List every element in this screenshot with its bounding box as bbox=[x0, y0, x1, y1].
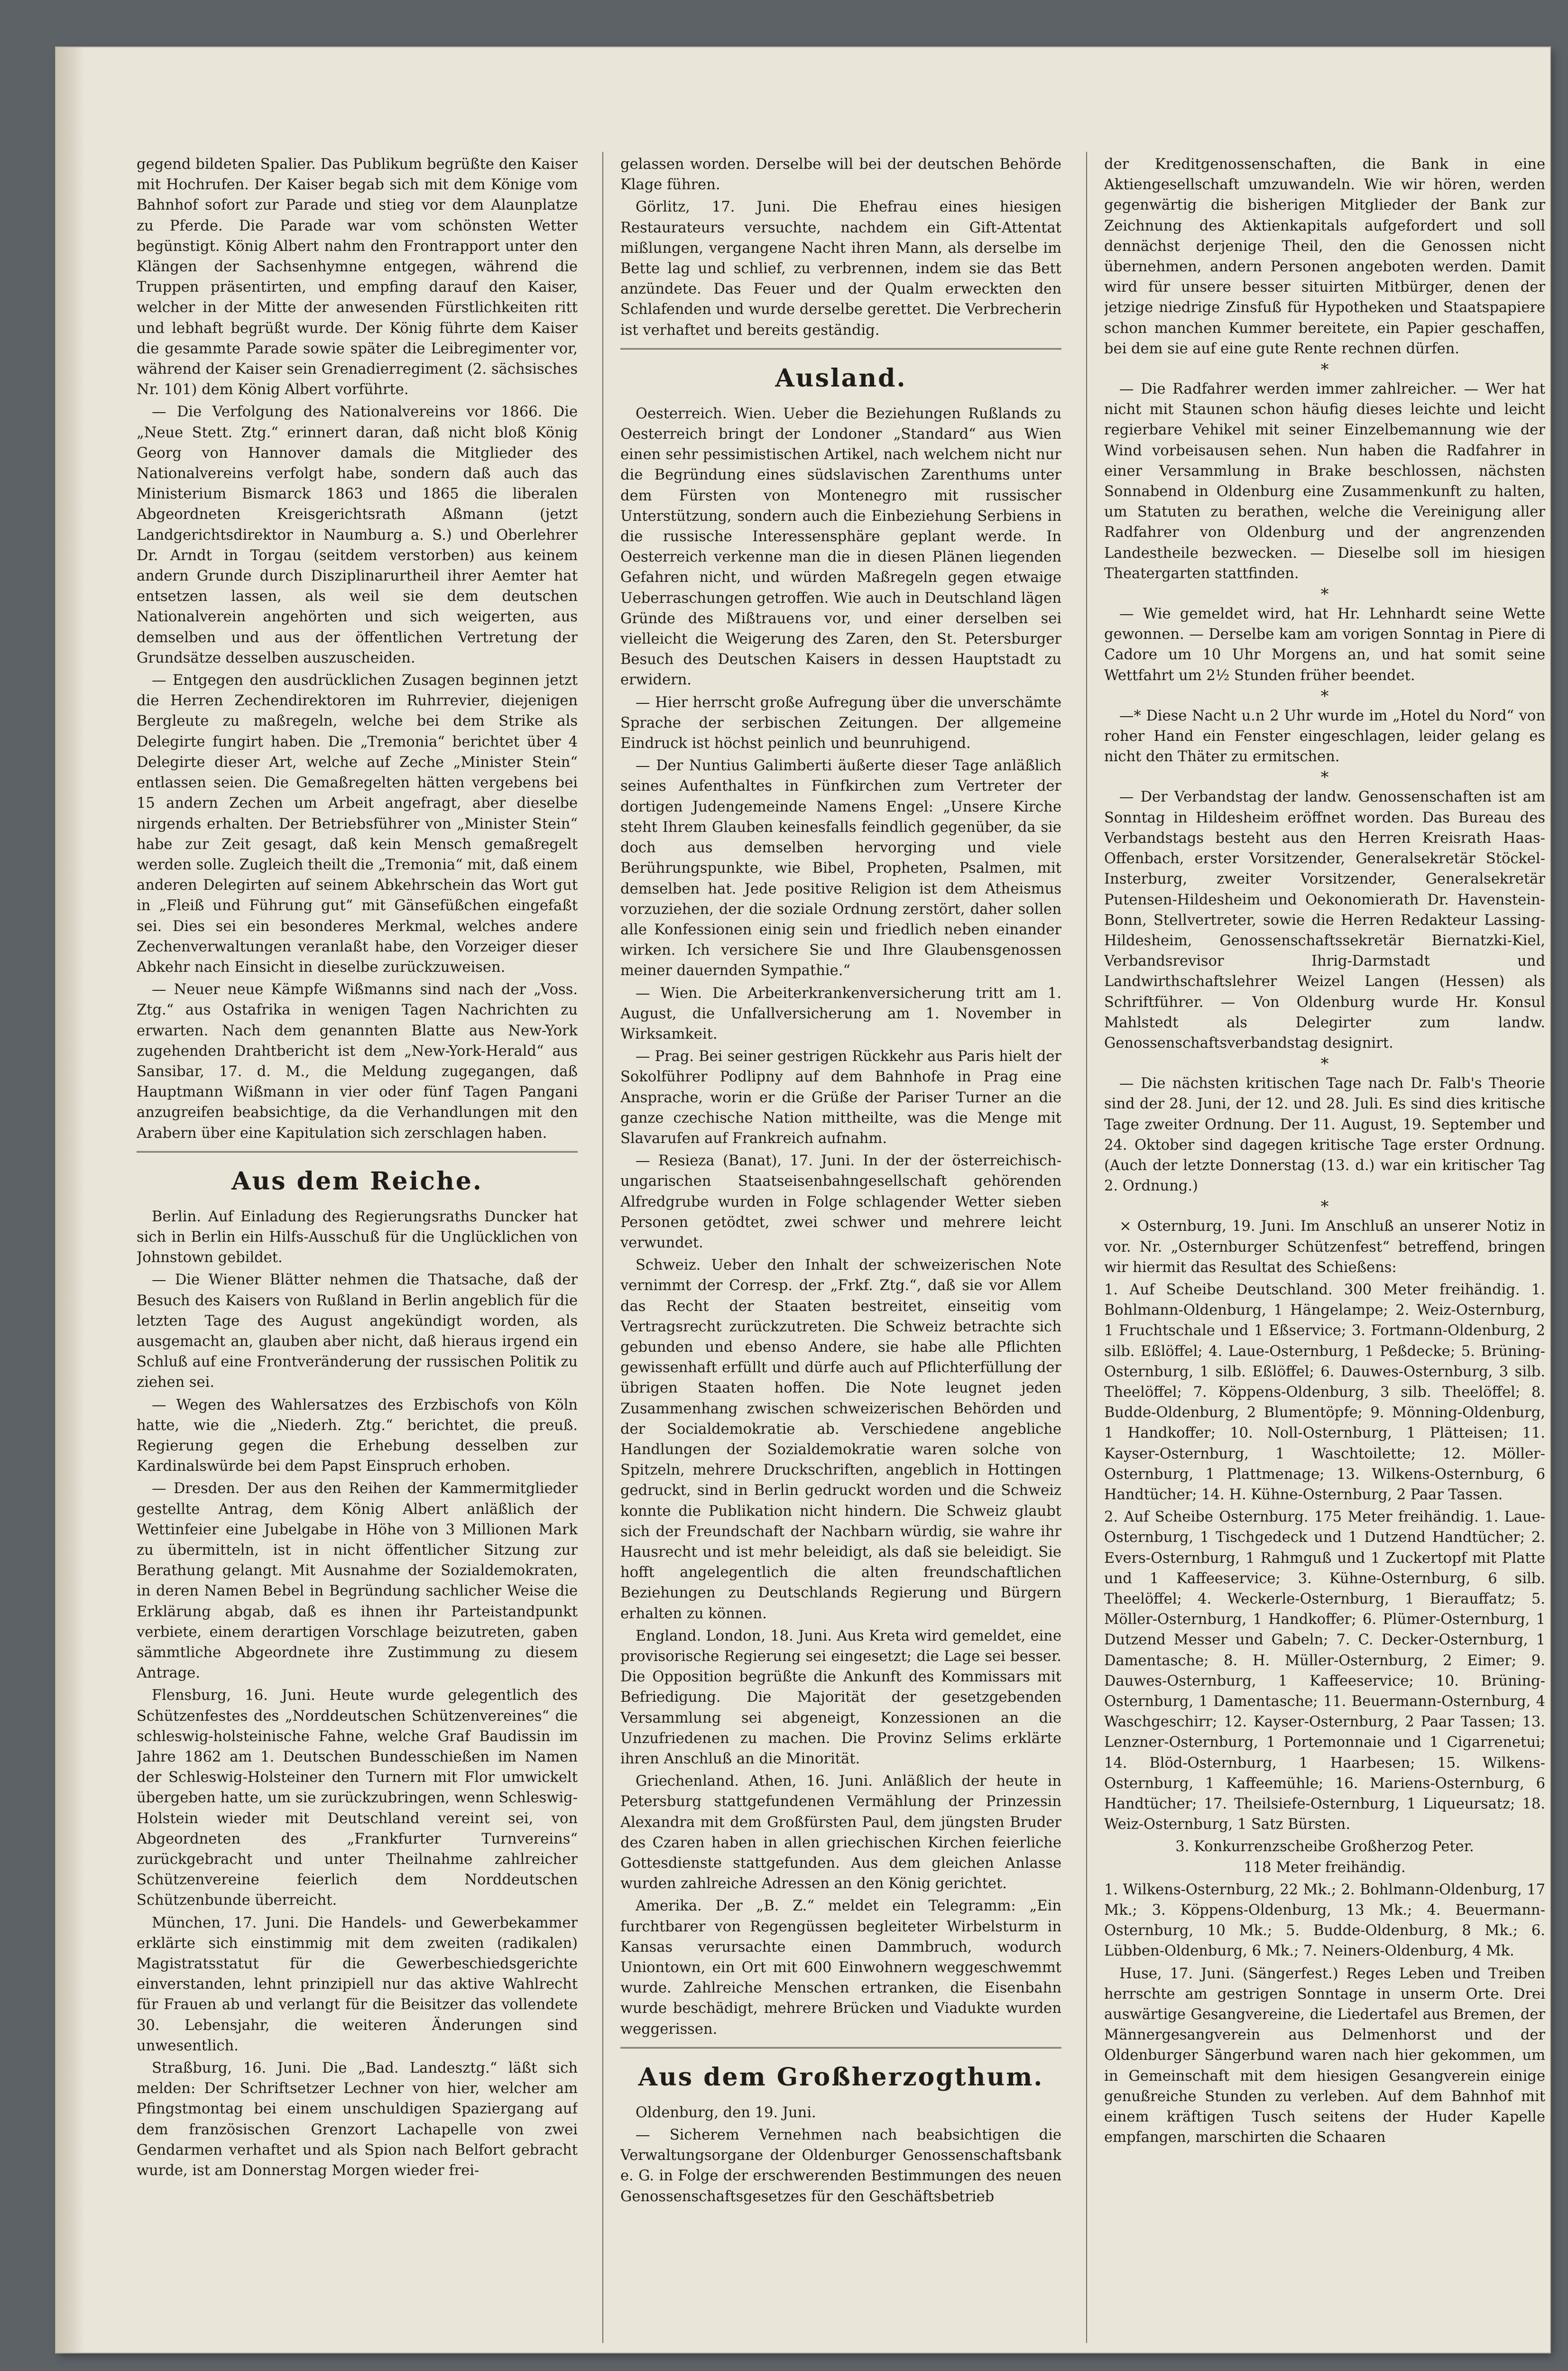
article-paragraph: — Wie gemeldet wird, hat Hr. Lehnhardt seine Wette gewonnen. — Derselbe kam am vorigen Sonntag in Piere di Cadore um 10 Uhr Morgens an, und hat somit seine Wettfahrt um 2½ Stunden früher beendet. bbox=[1104, 606, 1545, 684]
article-paragraph: Flensburg, 16. Juni. Heute wurde gelegentlich des Schützenfestes des „Norddeutschen Schützenvereines“ die schleswig-holsteinische Fahne, welche Graf Baudissin im Jahre 1862 am 1. Deutschen Bundesschießen im Namen der Schleswig-Holsteiner den Turnern mit Flor umwickelt übergeben hatte, um sie zurückzubringen, wenn Schleswig-Holstein wieder mit Deutschland vereint sei, von Abgeordneten des „Frankfurter Turnvereins“ zurückgebracht und unter Theilnahme zahlreicher Schützenvereine feierlich dem Norddeutschen Schützenbunde überreicht. bbox=[137, 1687, 578, 1909]
article-paragraph: — Die Verfolgung des Nationalvereins vor 1866. Die „Neue Stett. Ztg.“ erinnert daran, daß nicht bloß König Georg von Hannover damals die Mitglieder des Nationalvereins verfolgt habe, sondern daß auch das Ministerium Bismarck 1863 und 1865 die liberalen Abgeordneten Kreisgerichtsrath Aßmann (jetzt Landgerichtsdirektor in Naumburg a. S.) und Oberlehrer Dr. Arndt in Torgau (seitdem verstorben) aus keinem andern Grunde durch Disziplinarurtheil ihrer Aemter hat entsetzen lassen, als weil sie dem deutschen Nationalverein angehörten und sich weigerten, aus demselben und aus der öffentlichen Vertretung der Grundsätze desselben auszuscheiden. bbox=[137, 404, 578, 666]
section-rule bbox=[620, 348, 1061, 350]
article-paragraph: — Sicherem Vernehmen nach beabsichtigen die Verwaltungsorgane der Oldenburger Genossenschaftsbank e. G. in Folge der erschwerenden Bestimmungen des neuen Genossenschaftsgesetzes für den Geschäftsbetrieb bbox=[620, 2127, 1061, 2205]
article-paragraph: Straßburg, 16. Juni. Die „Bad. Landesztg.“ läßt sich melden: Der Schriftsetzer Lechner von hier, welcher am Pfingstmontag bei einem unschuldigen Spaziergang auf dem französischen Grenzort Lachapelle von zwei Gendarmen verhaftet und als Spion nach Belfort gebracht wurde, ist am Donnerstag Morgen wieder frei- bbox=[137, 2060, 578, 2179]
separator-asterisk: * bbox=[1320, 360, 1329, 379]
section-heading: Aus dem Reiche. bbox=[231, 1166, 483, 1196]
result-list: 1. Wilkens-Osternburg, 22 Mk.; 2. Bohlmann-Oldenburg, 17 Mk.; 3. Köppens-Oldenburg, 13 Mk.; 4. Beuermann-Osternburg, 10 Mk.; 5. Budde-Oldenburg, 8 Mk.; 6. Lübben-Oldenburg, 6 Mk.; 7. Neiners-Oldenburg, 4 Mk. bbox=[1104, 1881, 1545, 1960]
separator-asterisk: * bbox=[1320, 768, 1329, 787]
article-paragraph: Berlin. Auf Einladung des Regierungsraths Duncker hat sich in Berlin ein Hilfs-Ausschuß für die Unglücklichen von Johnstown gebildet. bbox=[137, 1208, 578, 1266]
article-paragraph: — Die Radfahrer werden immer zahlreicher. — Wer hat nicht mit Staunen schon häufig dieses leichte und leicht regierbare Vehikel mit seiner Einzelbemannung wie der Wind vorbeisausen sehen. Nun haben die Radfahrer in einer Versammlung in Brake beschlossen, nächsten Sonnabend in Oldenburg eine Zusammenkunft zu halten, um Statuten zu berathen, welche die Vereinigung aller Radfahrer von Oldenburg und der angrenzenden Landestheile bezwecken. — Dieselbe soll im hiesigen Theatergarten stattfinden. bbox=[1104, 381, 1545, 582]
newspaper-page bbox=[56, 47, 1550, 2353]
separator-asterisk: * bbox=[1320, 1054, 1329, 1074]
article-paragraph: — Der Nuntius Galimberti äußerte dieser Tage anläßlich seines Aufenthaltes in Fünfkirchen zum Vertreter der dortigen Judengemeinde Namens Engel: „Unsere Kirche steht Ihrem Glauben keinesfalls feindlich gegenüber, da sie doch aus demselben hervorging und viele Berührungspunkte, wie Bibel, Propheten, Psalmen, mit demselben hat. Jede positive Religion ist dem Atheismus vorzuziehen, der die soziale Ordnung zerstört, daher sollen alle Konfessionen einig sein und friedlich neben einander wirken. Ich versichere Sie und Ihre Glaubensgenossen meiner dauernden Sympathie.“ bbox=[620, 757, 1061, 979]
page-binding-edge bbox=[56, 47, 84, 2353]
article-paragraph: Griechenland. Athen, 16. Juni. Anläßlich der heute in Petersburg stattgefundenen Vermählung der Prinzessin Alexandra mit dem Großfürsten Paul, dem jüngsten Bruder des Czaren haben in allen griechischen Kirchen feierliche Gottesdienste stattgefunden. Aus dem gleichen Anlasse wurden zahlreiche Adressen an den König gerichtet. bbox=[620, 1773, 1061, 1892]
article-paragraph: Amerika. Der „B. Z.“ meldet ein Telegramm: „Ein furchtbarer von Regengüssen begleiteter Wirbelsturm in Kansas verursachte einen Dammbruch, wodurch Uniontown, ein Ort mit 600 Einwohnern weggeschwemmt wurde. Zahlreiche Menschen ertranken, die Eisenbahn wurde beschädigt, mehrere Brücken und Viadukte wurden weggerissen. bbox=[620, 1898, 1061, 2038]
separator-asterisk: * bbox=[1320, 686, 1329, 706]
article-paragraph: — Hier herrscht große Aufregung über die unverschämte Sprache der serbischen Zeitungen. Der allgemeine Eindruck ist höchst peinlich und beunruhigend. bbox=[620, 694, 1061, 752]
separator-asterisk: * bbox=[1320, 1197, 1329, 1217]
text-column-2 bbox=[620, 154, 1061, 2343]
section-rule bbox=[137, 1151, 578, 1153]
article-paragraph: — Resieza (Banat), 17. Juni. In der der österreichisch-ungarischen Staatseisenbahngesellschaft gehörenden Alfredgrube wurden in Folge schlagender Wetter sieben Personen getödtet, zwei schwer und mehrere leicht verwundet. bbox=[620, 1153, 1061, 1251]
article-paragraph: gegend bildeten Spalier. Das Publikum begrüßte den Kaiser mit Hochrufen. Der Kaiser begab sich mit dem Könige vom Bahnhof sofort zur Parade und stieg vor dem Alaunplatze zu Pferde. Die Parade war vom schönsten Wetter begünstigt. König Albert nahm den Frontrapport unter den Klängen der Sachsenhymne entgegen, während die Truppen präsentirten, und empfing darauf den Kaiser, welcher in der Mitte der anwesenden Fürstlichkeiten ritt und lebhaft begrüßt wurde. Der König führte dem Kaiser die gesammte Parade sowie später die Leibregimenter vor, während der Kaiser sein Grenadierregiment (2. sächsisches Nr. 101) dem König Albert vorführte. bbox=[137, 156, 578, 398]
article-paragraph: — Entgegen den ausdrücklichen Zusagen beginnen jetzt die Herren Zechendirektoren im Ruhrrevier, diejenigen Bergleute zu maßregeln, welche bei dem Strike als Delegirte fungirt haben. Die „Tremonia“ berichtet über 4 Delegirte dieser Art, welche auf Zeche „Minister Stein“ entlassen seien. Die Gemaßregelten hätten vergebens bei 15 andern Zechen um Arbeit angefragt, aber dieselbe nirgends erhalten. Der Betriebsführer von „Minister Stein“ habe zur Zeit gesagt, daß kein Mensch gemaßregelt werden solle. Zugleich theilt die „Tremonia“ mit, daß einem anderen Delegirten auf seinem Abkehrschein das Wort gut in „Fleiß und Führung gut“ mit Gänsefüßchen eingefaßt sei. Dies sei ein besonderes Merkmal, welches andere Zechenverwaltungen veranlaßt habe, den Vorzeiger dieser Abkehr nach Einsicht in dieselbe zurückzuweisen. bbox=[137, 672, 578, 976]
section-heading: Aus dem Großherzogthum. bbox=[638, 2062, 1044, 2092]
article-paragraph: — Die Wiener Blätter nehmen die Thatsache, daß der Besuch des Kaisers von Rußland in Berlin angeblich für die letzten Tage des August angekündigt worden, als ausgemacht an, glauben aber nicht, daß hieraus irgend ein Schluß auf eine Frontveränderung der russischen Politik zu ziehen sei. bbox=[137, 1272, 578, 1391]
list-subheading: 3. Konkurrenzscheibe Großherzog Peter. 118 Meter freihändig. bbox=[1175, 1838, 1474, 1876]
separator-asterisk: * bbox=[1320, 585, 1329, 604]
text-column-3 bbox=[1104, 154, 1545, 2343]
text-column-1 bbox=[137, 154, 578, 2343]
section-heading: Ausland. bbox=[775, 363, 907, 393]
article-paragraph: Görlitz, 17. Juni. Die Ehefrau eines hiesigen Restaurateurs versuchte, nachdem ein Gift-Attentat mißlungen, vergangene Nacht ihren Mann, als derselbe im Bette lag und schlief, zu verbrennen, indem sie das Bett anzündete. Das Feuer und der Qualm erweckten den Schlafenden und wurde derselbe gerettet. Die Verbrecherin ist verhaftet und bereits geständig. bbox=[620, 199, 1061, 339]
article-paragraph: — Neuer neue Kämpfe Wißmanns sind nach der „Voss. Ztg.“ aus Ostafrika in wenigen Tagen Nachrichten zu erwarten. Nach dem genannten Blatte aus New-York zugehenden Drahtbericht ist dem „New-York-Herald“ aus Sansibar, 17. d. M., die Meldung zugegangen, daß Hauptmann Wißmann in vier oder fünf Tagen Pangani anzugreifen beabsichtige, da die Verhandlungen mit den Arabern über eine Kapitulation sich zerschlagen haben. bbox=[137, 981, 578, 1142]
article-paragraph: — Wien. Die Arbeiterkrankenversicherung tritt am 1. August, die Unfallversicherung am 1. November in Wirksamkeit. bbox=[620, 985, 1061, 1043]
result-list: 1. Auf Scheibe Deutschland. 300 Meter freihändig. 1. Bohlmann-Oldenburg, 1 Hängelampe; 2. Weiz-Osternburg, 1 Fruchtschale und 1 Eßservice; 3. Fortmann-Oldenburg, 2 silb. Eßlöffel; 4. Laue-Osternburg, 1 Peßdecke; 5. Brüning-Osternburg, 1 silb. Eßlöffel; 6. Dauwes-Osternburg, 3 silb. Theelöffel; 7. Köppens-Oldenburg, 3 silb. Theelöffel; 8. Budde-Oldenburg, 2 Blumentöpfe; 9. Mönning-Oldenburg, 1 Handkoffer; 10. Noll-Osternburg, 1 Plätteisen; 11. Kayser-Osternburg, 1 Waschtoilette; 12. Möller-Osternburg, 1 Plattmenage; 13. Wilkens-Osternburg, 6 Handtücher; 14. H. Kühne-Osternburg, 2 Paar Tassen. bbox=[1104, 1281, 1545, 1503]
article-paragraph: — Prag. Bei seiner gestrigen Rückkehr aus Paris hielt der Sokolführer Podlipny auf dem Bahnhofe in Prag eine Ansprache, worin er die Grüße der Pariser Turner an die ganze czechische Nation mittheilte, was die Menge mit Slavarufen auf Frankreich aufnahm. bbox=[620, 1048, 1061, 1147]
article-paragraph: München, 17. Juni. Die Handels- und Gewerbekammer erklärte sich einstimmig mit dem zweiten (radikalen) Magistratsstatut für die Gewerbeschiedsgerichte einverstanden, lehnt prinzipiell nur das aktive Wahlrecht für Frauen ab und verlangt für die Beisitzer das vollendete 30. Lebensjahr, die weiteren Änderungen sind unwesentlich. bbox=[137, 1914, 578, 2054]
column-rule bbox=[1086, 152, 1087, 2343]
article-paragraph: Oesterreich. Wien. Ueber die Beziehungen Rußlands zu Oesterreich bringt der Londoner „Standard“ aus Wien einen sehr pessimistischen Artikel, nach welchem nicht nur die Begründung eines südslavischen Zarenthums unter dem Fürsten von Montenegro mit russischer Unterstützung, sondern auch die Einbeziehung Serbiens in die russische Interessensphäre geplant werde. In Oesterreich verkenne man die in diesen Plänen liegenden Gefahren nicht, und würden Maßregeln gegen etwaige Ueberraschungen getroffen. Wie auch in Deutschland lägen Gründe des Mißtrauens vor, und einer derselben sei vielleicht die Weigerung des Zaren, den St. Petersburger Besuch des Deutschen Kaisers in dessen Hauptstadt zu erwidern. bbox=[620, 405, 1061, 689]
article-paragraph: Huse, 17. Juni. (Sängerfest.) Reges Leben und Treiben herrschte am gestrigen Sonntage in unserm Orte. Drei auswärtige Gesangvereine, die Liedertafel aus Bremen, der Männergesangverein aus Delmenhorst und der Oldenburger Sängerbund waren nach hier gekommen, um in Gemeinschaft mit dem hiesigen Gesangverein einige genußreiche Stunden zu verleben. Auf dem Bahnhof mit einem kräftigen Tusch seitens der Huder Kapelle empfangen, marschirten die Schaaren bbox=[1104, 1965, 1545, 2146]
section-rule bbox=[620, 2047, 1061, 2048]
article-paragraph: × Osternburg, 19. Juni. Im Anschluß an unserer Notiz in vor. Nr. „Osternburger Schützenfest“ betreffend, bringen wir hiermit das Resultat des Schießens: bbox=[1104, 1218, 1545, 1276]
article-paragraph: —* Diese Nacht u.n 2 Uhr wurde im „Hotel du Nord“ von roher Hand ein Fenster eingeschlagen, leider gelang es nicht den Thäter zu ermitschen. bbox=[1104, 707, 1545, 766]
article-paragraph: Schweiz. Ueber den Inhalt der schweizerischen Note vernimmt der Corresp. der „Frkf. Ztg.“, daß sie vor Allem das Recht der Staaten bestreitet, einseitig vom Vertragsrecht zurückzutreten. Die Schweiz betrachte sich gebunden und ebenso Andere, sie habe alle Pflichten gewissenhaft erfüllt und dürfe auch auf Pflichterfüllung der übrigen Staaten hoffen. Die Note leugnet jeden Zusammenhang zwischen schweizerischen Behörden und der Socialdemokratie ab. Verschiedene angebliche Handlungen der Sozialdemokratie waren solche von Spitzeln, mehrere Druckschriften, angeblich in Hottingen gedruckt, sind in Berlin gedruckt worden und die Schweiz konnte die Publikation nicht hindern. Die Schweiz glaubt sich der Freundschaft der Nachbarn würdig, sie wahre ihr Hausrecht und ist mehr beleidigt, als daß sie beleidigt. Sie hofft angelegentlich die alten freundschaftlichen Beziehungen zu Deutschlands Regierung und Bürgern erhalten zu können. bbox=[620, 1257, 1061, 1622]
article-paragraph: Oldenburg, den 19. Juni. bbox=[636, 2104, 816, 2121]
article-paragraph: der Kreditgenossenschaften, die Bank in eine Aktiengesellschaft umzuwandeln. Wie wir hören, werden gegenwärtig die bisherigen Mitglieder der Bank zur Zeichnung des Aktienkapitals aufgefordert und soll dennächst derjenige Theil, den die Genossen nicht übernehmen, andern Personen angeboten werden. Damit wird für unsere besser situirten Mitbürger, denen der jetzige niedrige Zinsfuß für Hypotheken und Staatspapiere schon manchen Kummer bereitete, ein Papier geschaffen, bei dem sie auf eine gute Rente rechnen dürfen. bbox=[1104, 156, 1545, 357]
column-rule bbox=[602, 152, 603, 2343]
article-paragraph: — Die nächsten kritischen Tage nach Dr. Falb's Theorie sind der 28. Juni, der 12. und 28. Juli. Es sind dies kritische Tage zweiter Ordnung. Der 11. August, 19. September und 24. Oktober sind dagegen kritische Tage erster Ordnung. (Auch der letzte Donnerstag (13. d.) war ein kritischer Tag 2. Ordnung.) bbox=[1104, 1075, 1545, 1195]
article-paragraph: — Der Verbandstag der landw. Genossenschaften ist am Sonntag in Hildesheim eröffnet worden. Das Bureau des Verbandstags besteht aus den Herren Kreisrath Haas-Offenbach, erster Vorsitzender, Generalsekretär Stöckel-Insterburg, zweiter Vorsitzender, Generalsekretär Putensen-Hildesheim und Oekonomierath Dr. Havenstein-Bonn, Stellvertreter, sowie die Herren Redakteur Lassing-Hildesheim, Genossenschaftssekretär Biernatzki-Kiel, Verbandsrevisor Ihrig-Darmstadt und Landwirthschaftslehrer Weizel Langen (Hessen) als Schriftführer. — Von Oldenburg wurde Hr. Konsul Mahlstedt als Delegirter zum landw. Genossenschaftsverbandstag designirt. bbox=[1104, 789, 1545, 1052]
article-paragraph: — Dresden. Der aus den Reihen der Kammermitglieder gestellte Antrag, dem König Albert anläßlich der Wettinfeier eine Jubelgabe in Höhe von 3 Millionen Mark zu übermitteln, ist in nicht öffentlicher Sitzung zur Berathung gelangt. Mit Ausnahme der Sozialdemokraten, in deren Namen Bebel in Begründung sachlicher Weise die Erklärung abgab, daß es ihnen ihr Parteistandpunkt verbiete, einem derartigen Vorschlage beizutreten, gaben sämmtliche Abgeordnete ihre Zustimmung zu diesem Antrage. bbox=[137, 1480, 578, 1682]
result-list: 2. Auf Scheibe Osternburg. 175 Meter freihändig. 1. Laue-Osternburg, 1 Tischgedeck und 1 Dutzend Handtücher; 2. Evers-Osternburg, 1 Rahmguß und 1 Zuckertopf mit Platte und 1 Kaffeeservice; 3. Kühne-Osternburg, 6 silb. Theelöffel; 4. Weckerle-Osternburg, 1 Bierauffatz; 5. Möller-Osternburg, 1 Handkoffer; 6. Plümer-Osternburg, 1 Dutzend Messer und Gabeln; 7. C. Decker-Osternburg, 1 Damentasche; 8. H. Müller-Osternburg, 2 Eimer; 9. Dauwes-Osternburg, 1 Kaffeeservice; 10. Brüning-Osternburg, 1 Damentasche; 11. Beuermann-Osternburg, 4 Waschgeschirr; 12. Kayser-Osternburg, 2 Paar Tassen; 13. Lenzner-Osternburg, 1 Portemonnaie und 1 Cigarrenetui; 14. Blöd-Osternburg, 1 Haarbesen; 15. Wilkens-Osternburg, 1 Kaffeemühle; 16. Mariens-Osternburg, 6 Handtücher; 17. Theilsiefe-Osternburg, 1 Liqueursatz; 18. Weiz-Osternburg, 1 Satz Bürsten. bbox=[1104, 1509, 1545, 1833]
article-paragraph: — Wegen des Wahlersatzes des Erzbischofs von Köln hatte, wie die „Niederh. Ztg.“ berichtet, die preuß. Regierung gegen die Erhebung desselben zur Kardinalswürde bei dem Papst Einspruch erhoben. bbox=[137, 1396, 578, 1475]
article-paragraph: England. London, 18. Juni. Aus Kreta wird gemeldet, eine provisorische Regierung sei eingesetzt; die Lage sei besser. Die Opposition begrüßte die Ankunft des Kommissars mit Befriedigung. Die Majorität der gesetzgebenden Versammlung sei abgeneigt, Konzessionen an die Unzufriedenen zu machen. Die Provinz Selims erklärte ihren Anschluß an die Minorität. bbox=[620, 1627, 1061, 1768]
article-paragraph: gelassen worden. Derselbe will bei der deutschen Behörde Klage führen. bbox=[620, 156, 1061, 194]
